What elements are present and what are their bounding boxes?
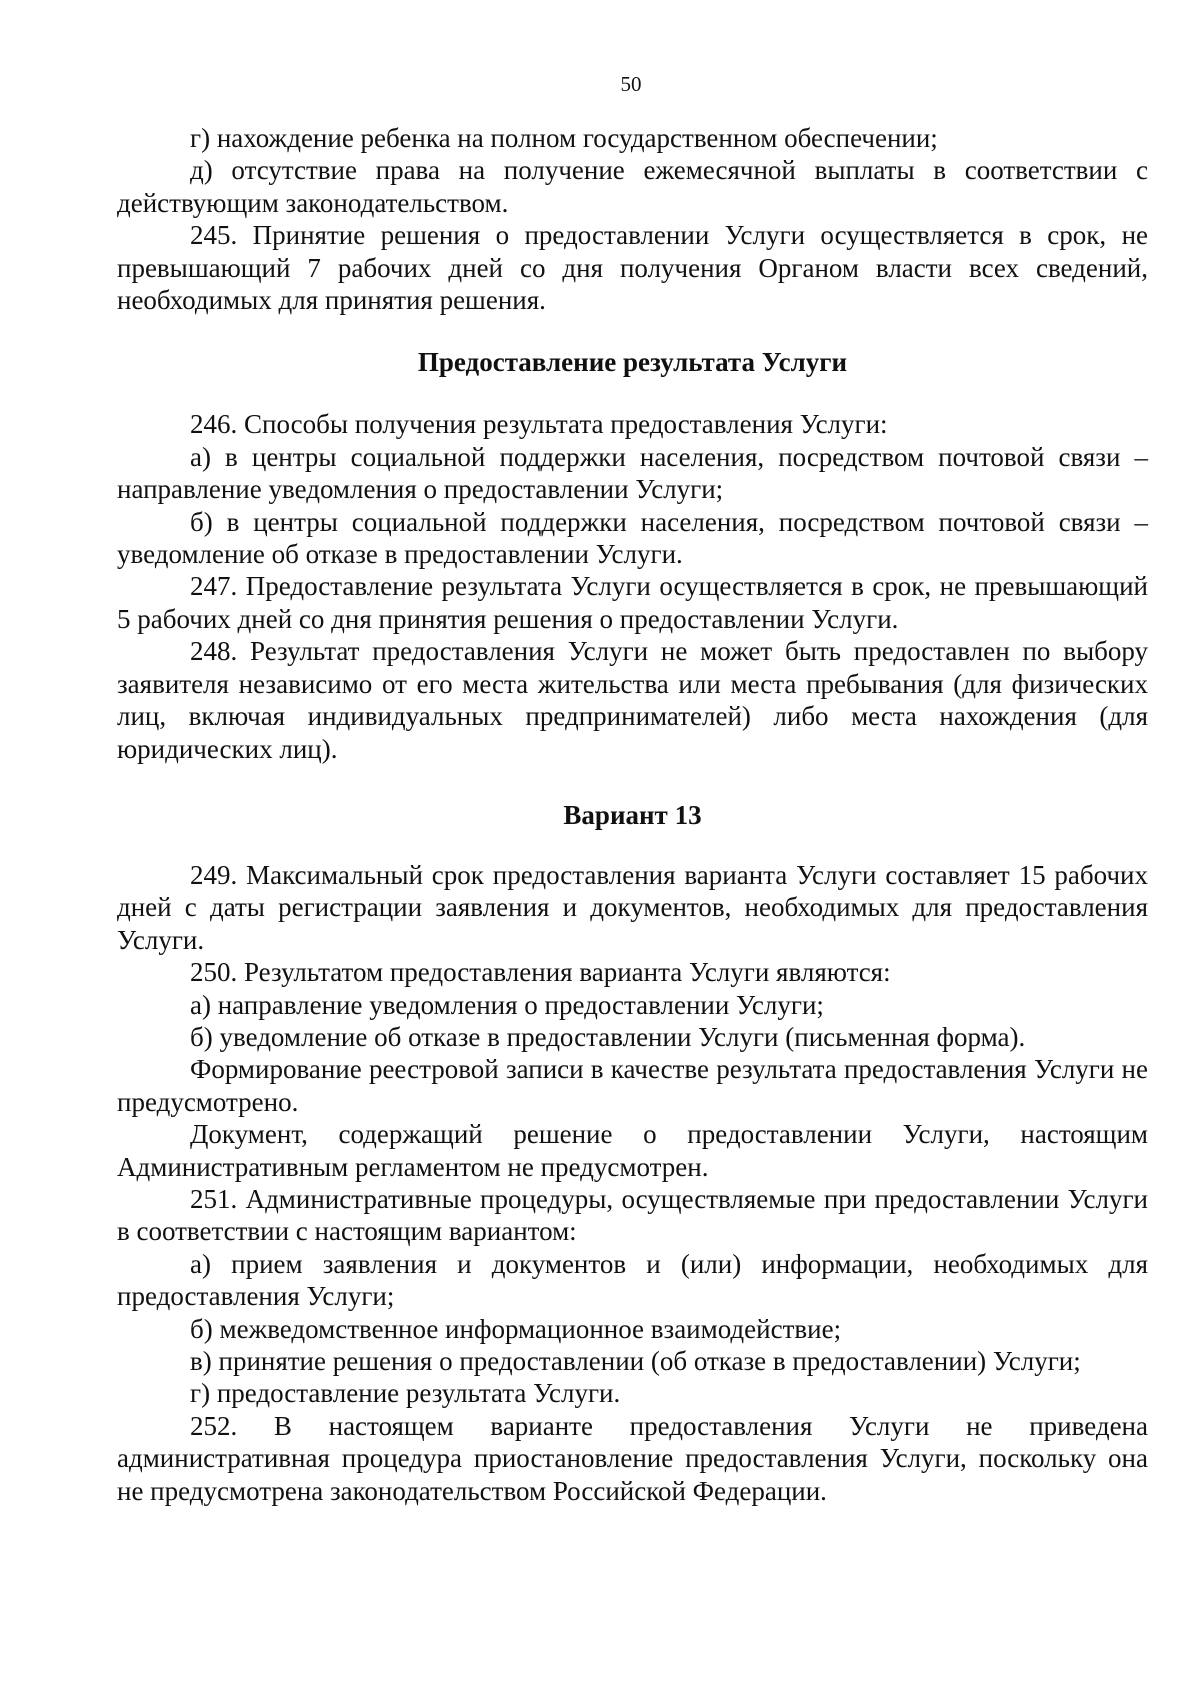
paragraph-247: 247. Предоставление результата Услуги осуществляется в срок, не превышающий 5 рабочих дней со дня принятия решения о предоставлении Услуги.: [117, 571, 1148, 634]
paragraph-252: 252. В настоящем варианте предоставления Услуги не приведена административная процедура приостановление предоставления Услуги, поскольку она не предусмотрена законодательством Российской Федерации.: [117, 1410, 1148, 1506]
paragraph-item-d: д) отсутствие права на получение ежемесячной выплаты в соответствии с действующим законодательством.: [117, 155, 1148, 218]
paragraph-246: 246. Способы получения результата предоставления Услуги:: [190, 409, 888, 440]
section-heading-variant-13: Вариант 13: [563, 799, 702, 830]
paragraph-250-b: б) уведомление об отказе в предоставлении Услуги (письменная форма).: [190, 1021, 1026, 1052]
paragraph-251-a: а) прием заявления и документов и (или) информации, необходимых для предоставления Услуги;: [117, 1248, 1148, 1312]
paragraph-registry-note: Формирование реестровой записи в качестве результата предоставления Услуги не предусмотрено.: [117, 1054, 1148, 1117]
paragraph-245: 245. Принятие решения о предоставлении Услуги осуществляется в срок, не превышающий 7 рабочих дней со дня получения Органом власти всех сведений, необходимых для принятия решения.: [117, 220, 1148, 316]
paragraph-246-a: а) в центры социальной поддержки населения, посредством почтовой связи – направление уведомления о предоставлении Услуги;: [117, 441, 1148, 505]
paragraph-249: 249. Максимальный срок предоставления варианта Услуги составляет 15 рабочих дней с даты регистрации заявления и документов, необходимых для предоставления Услуги.: [117, 859, 1148, 955]
paragraph-251-g: г) предоставление результата Услуги.: [190, 1378, 621, 1409]
paragraph-251: 251. Административные процедуры, осуществляемые при предоставлении Услуги в соответствии с настоящим вариантом:: [117, 1183, 1148, 1247]
paragraph-250: 250. Результатом предоставления варианта Услуги являются:: [190, 957, 891, 988]
section-heading-result: Предоставление результата Услуги: [417, 347, 848, 378]
paragraph-251-b: б) межведомственное информационное взаимодействие;: [190, 1313, 842, 1344]
paragraph-item-g: г) нахождение ребенка на полном государственном обеспечении;: [190, 123, 938, 153]
document-body: [117, 122, 1148, 1507]
paragraph-250-a: а) направление уведомления о предоставлении Услуги;: [190, 989, 824, 1020]
page-number: 50: [620, 72, 642, 96]
paragraph-decision-doc-note: Документ, содержащий решение о предоставлении Услуги, настоящим Административным регламентом не предусмотрен.: [117, 1119, 1148, 1182]
paragraph-248: 248. Результат предоставления Услуги не может быть предоставлен по выбору заявителя независимо от его места жительства или места пребывания (для физических лиц, включая индивидуальных предпринимателей) либо места нахождения (для юридических лиц).: [117, 636, 1148, 764]
paragraph-246-b: б) в центры социальной поддержки населения, посредством почтовой связи – уведомление об отказе в предоставлении Услуги.: [117, 506, 1148, 570]
paragraph-251-v: в) принятие решения о предоставлении (об отказе в предоставлении) Услуги;: [190, 1346, 1081, 1376]
